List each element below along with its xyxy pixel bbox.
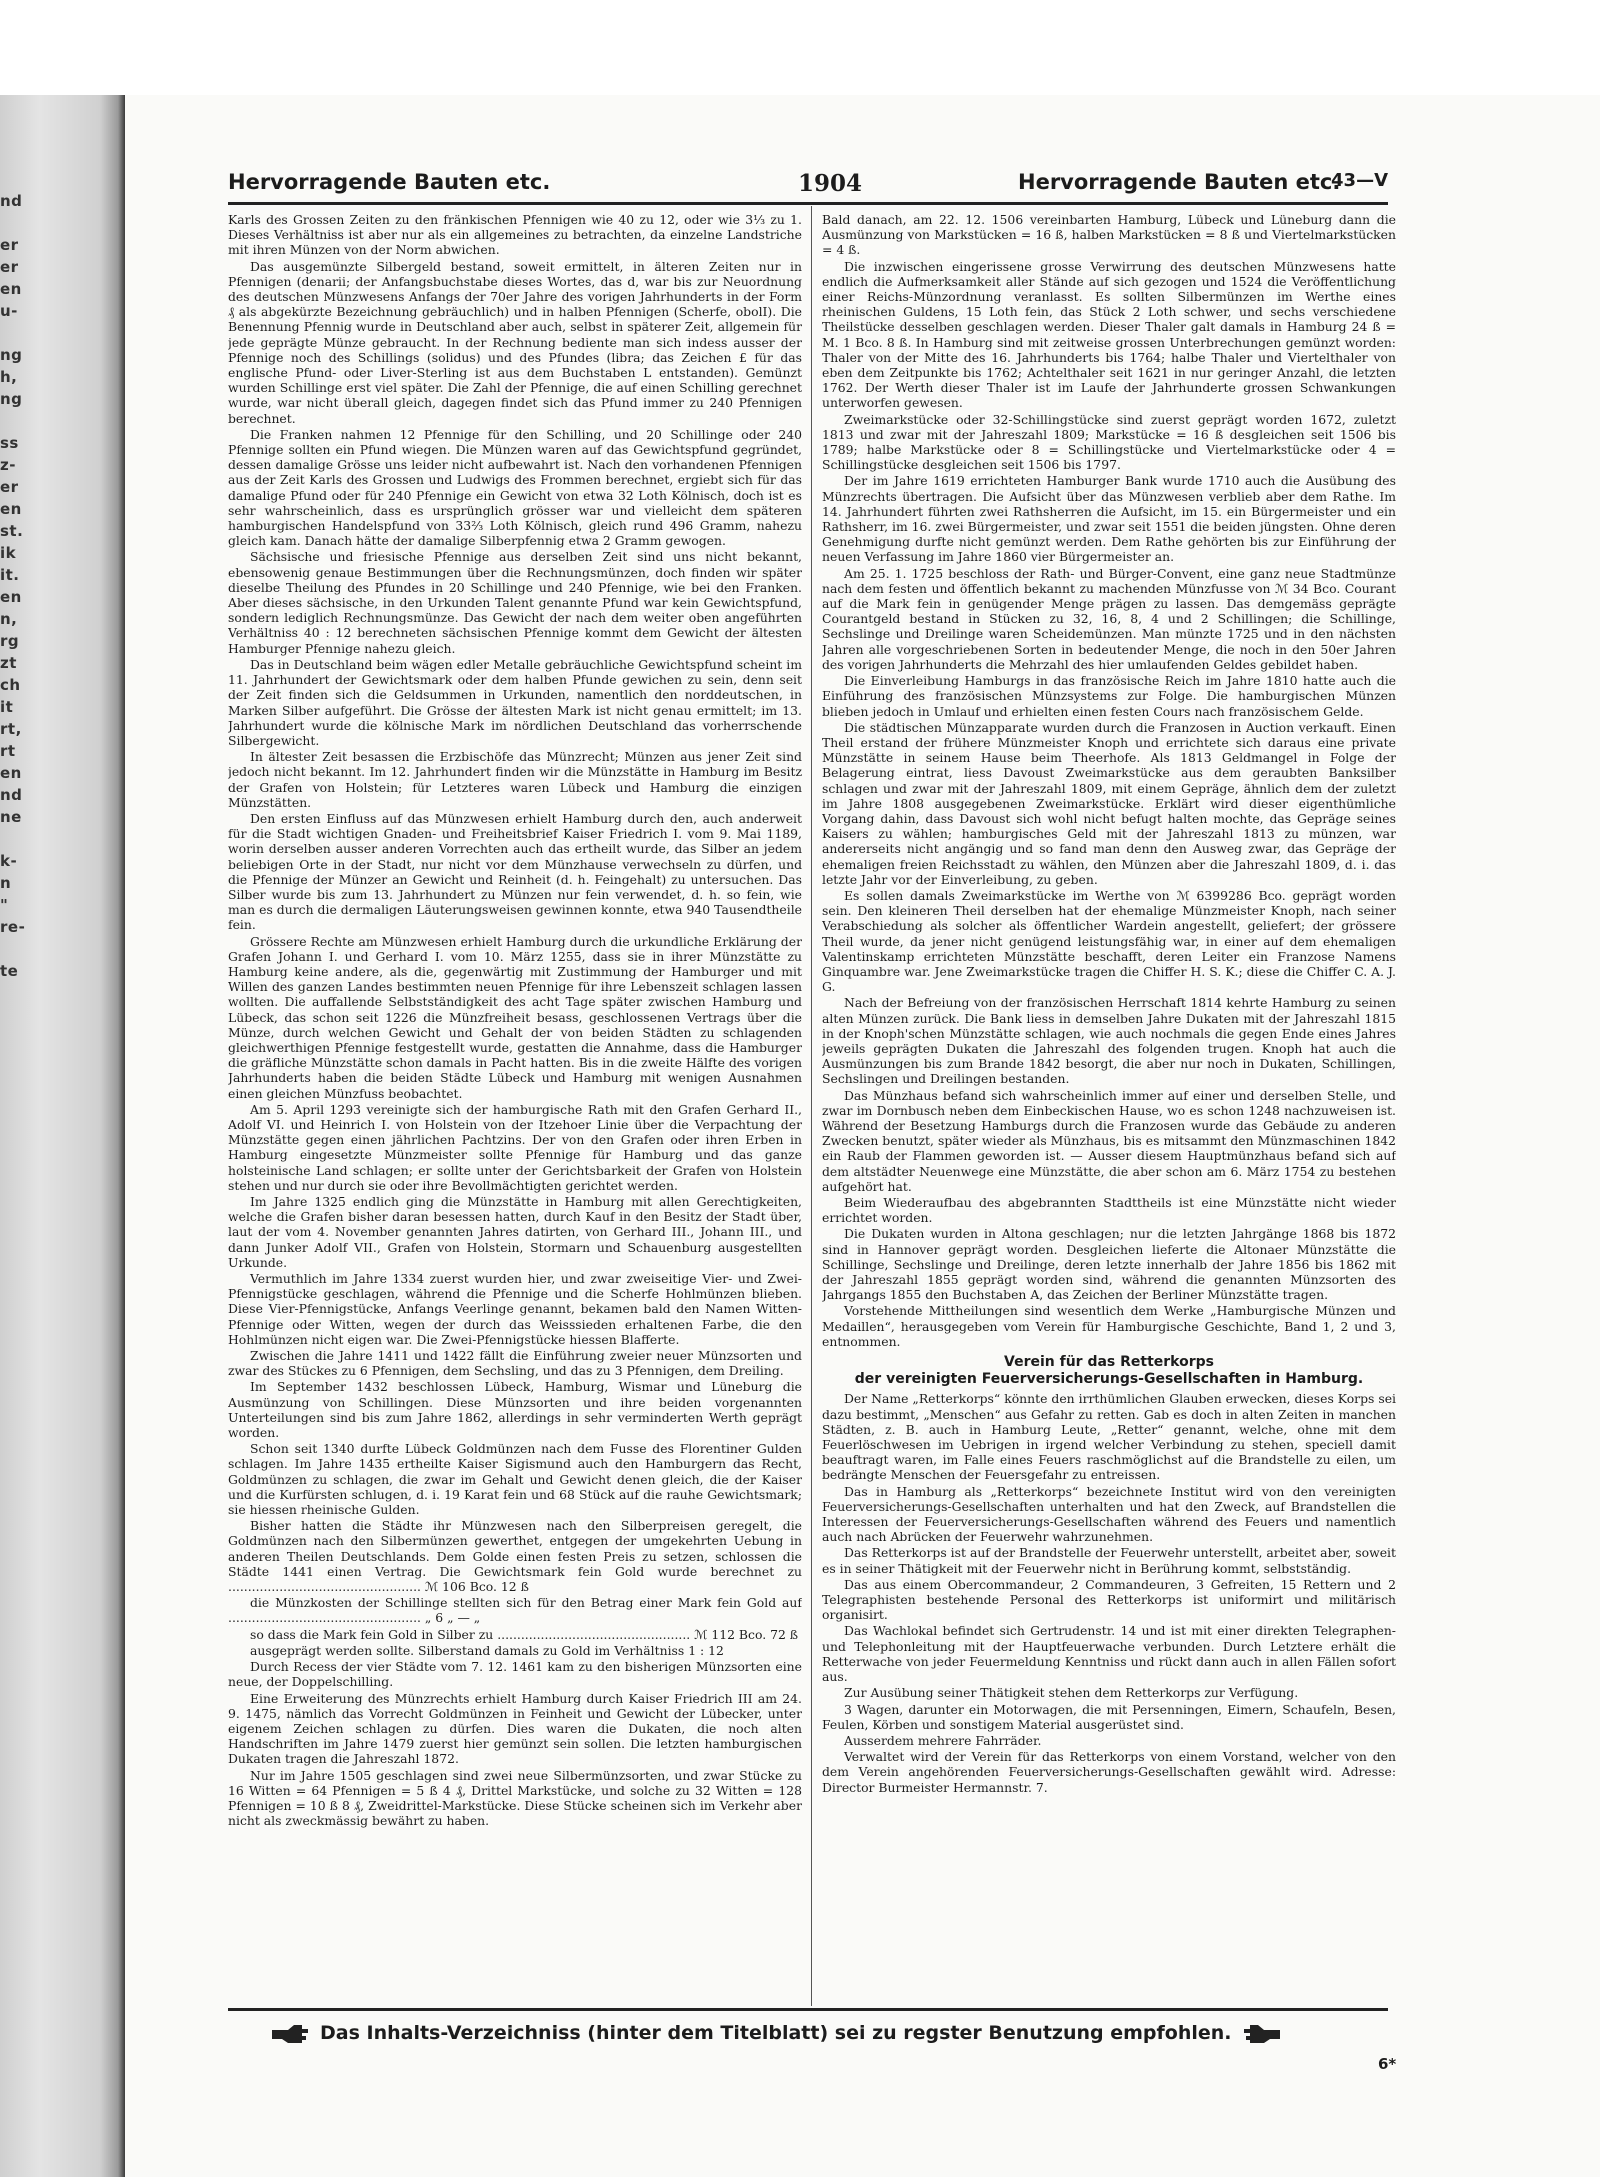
paragraph: Verwaltet wird der Verein für das Retterkorps von einem Vorstand, welcher von den dem Verein angehörenden Feuerversicherungs-Gesellschaften gewählt wird. Adresse: Director Burmeister Hermannstr. 7. [822,1749,1396,1795]
column-divider [811,206,812,2006]
pointing-hand-left-icon [1242,2022,1282,2044]
header-rule [228,202,1388,205]
header-page-number: 43—V [1331,170,1388,191]
paragraph: Am 25. 1. 1725 beschloss der Rath- und Bürger-Convent, eine ganz neue Stadtmünze nach dem festen und öffentlich bekannt zu machenden Münzfusse von ℳ 34 Bco. Courant auf die Mark fein in genügender Menge prägen zu lassen. Das demgemäss geprägte Courantgeld bestand in Stücken zu 32, 16, 8, 4 und 2 Schillingen; die Schillinge, Sechslinge und Dreilinge waren Scheidemünzen. Man münzte 1725 und in den nächsten Jahren alle vorgeschriebenen Sorten in bedeutender Menge, die noch in den 50er Jahren des vorigen Jahrhunderts die Mehrzahl des hier umlaufenden Geldes gebildet haben. [822,565,1396,672]
footer-notice-text: Das Inhalts-Verzeichniss (hinter dem Titelblatt) sei zu regster Benutzung empfohlen. [320,2022,1232,2044]
paragraph: Das Retterkorps ist auf der Brandstelle der Feuerwehr unterstellt, arbeitet aber, soweit es in seiner Thätigkeit mit der Feuerwehr nicht in Berührung kommt, selbstständig. [822,1545,1396,1576]
paragraph: Das in Hamburg als „Retterkorps“ bezeichnete Institut wird von den vereinigten Feuerversicherungs-Gesellschaften unterhalten und hat den Zweck, auf Brandstellen die Interessen der Feuerversicherungs-Gesellschaften während des Feuers und namentlich auch nach Abrücken der Feuerwehr wahrzunehmen. [822,1483,1396,1545]
footer-page-mark: 6* [1378,2055,1397,2073]
header-year: 1904 [798,170,863,197]
paragraph: Zweimarkstücke oder 32-Schillingstücke sind zuerst geprägt worden 1672, zuletzt 1813 und zwar mit der Jahreszahl 1809; Markstücke = 16 ß desgleichen seit 1506 bis 1789; halbe Markstücke oder 8 = Schillingstücke und Viertelmarkstücke oder 4 = Schillingstücke desgleichen seit 1506 bis 1797. [822,411,1396,473]
paragraph: Zur Ausübung seiner Thätigkeit stehen dem Retterkorps zur Verfügung. [844,1685,1299,1701]
paragraph: 3 Wagen, darunter ein Motorwagen, die mit Persenningen, Eimern, Schaufeln, Besen, Feulen, Körben und sonstigem Material ausgerüstet sind. [822,1701,1396,1732]
paragraph: Die Einverleibung Hamburgs in das französische Reich im Jahre 1810 hatte auch die Einführung des französischen Münzsystems zur Folge. Die hamburgischen Münzen blieben jedoch in Umlauf und erhielten einen festen Cours nach französischem Gelde. [822,673,1396,719]
paragraph: Bald danach, am 22. 12. 1506 vereinbarten Hamburg, Lübeck und Lüneburg dann die Ausmünzung von Markstücken = 16 ß, halben Markstücken = 8 ß und Viertelmarkstücken = 4 ß. [822,212,1396,258]
paragraph: Durch Recess der vier Städte vom 7. 12. 1461 kam zu den bisherigen Münzsorten eine neue, der Doppelschilling. [228,1659,802,1690]
paragraph: Bisher hatten die Städte ihr Münzwesen nach den Silberpreisen geregelt, die Goldmünzen nach den Silbermünzen gewerthet, entgegen der umgekehrten Uebung in anderen Theilen Deutschlands. Dem Golde einen festen Preis zu setzen, schlossen die Städte 1441 einen Vertrag. Die Gewichtsmark fein Gold wurde berechnet zu ................................................. ℳ 106 Bco. 12 ß [228,1518,802,1595]
paragraph: Sächsische und friesische Pfennige aus derselben Zeit sind uns nicht bekannt, ebensowenig genaue Bestimmungen über die Rechnungsmünzen, doch finden wir später dieselbe Theilung des Pfundes in 20 Schillinge und 240 Pfennige, wie bei den Franken. Aber dieses sächsische, in den Urkunden Talent genannte Pfund war kein Gewichtspfund, sondern lediglich Rechnungsmünze. Das Gewicht der nach dem weiter oben angeführten Verhältniss 40 : 12 berechneten sächsischen Pfennige kommt dem Gewicht der ältesten Hamburger Pfennige nahezu gleich. [228,549,802,656]
paragraph: Im September 1432 beschlossen Lübeck, Hamburg, Wismar und Lüneburg die Ausmünzung von Schillingen. Diese Münzsorten und ihre beiden vorgenannten Unterteilungen sind bis zum Jahre 1862, allerdings in sehr verminderten Werth geprägt worden. [228,1379,802,1441]
paragraph: Karls des Grossen Zeiten zu den fränkischen Pfennigen wie 40 zu 12, oder wie 3⅓ zu 1. Dieses Verhältniss ist aber nur als ein allgemeines zu betrachten, da einzelne Landstriche mit ihren Münzen von der Norm abwichen. [228,212,802,258]
left-column [228,212,802,2002]
paragraph: die Münzkosten der Schillinge stellten sich für den Betrag einer Mark fein Gold auf ................................................. „ 6 „ — „ [228,1595,802,1626]
page-header [228,170,1388,197]
paragraph: Das Münzhaus befand sich wahrscheinlich immer auf einer und derselben Stelle, und zwar im Dornbusch neben dem Einbeckischen Hause, wo es schon 1248 nachzuweisen ist. Während der Besetzung Hamburgs durch die Franzosen wurde das Gebäude zu anderen Zwecken benutzt, später wieder als Münzhaus, bis es mitsammt den Münzmaschinen 1842 ein Raub der Flammen geworden ist. — Ausser diesem Hauptmünzhaus befand sich auf dem altstädter Neuenwege eine Münzstätte, die aber schon am 6. März 1754 zu bestehen aufgehört hat. [822,1087,1396,1194]
paragraph: Grössere Rechte am Münzwesen erhielt Hamburg durch die urkundliche Erklärung der Grafen Johann I. und Gerhard I. vom 10. März 1255, dass sie in ihrer Münzstätte zu Hamburg keine andere, als die, gegenwärtig mit Zustimmung der Hamburger und mit Willen des ganzen Landes bestimmten neuen Pfennige für ihre Lebenszeit schlagen lassen wollten. Die auffallende Selbstständigkeit des acht Tage später zwischen Hamburg und Lübeck, das schon seit 1226 die Münzfreiheit besass, geschlossenen Vertrags über die Münze, durch welchen Gewicht und Gehalt der von beiden Städten zu schlagenden gleichwerthigen Pfennige festgestellt wurde, gestatten die Annahme, dass die Hamburger die gräfliche Münzstätte schon damals in Pacht hatten. Bis in die zweite Hälfte des vorigen Jahrhunderts haben die beiden Städte Lübeck und Hamburg mit wenigen Ausnahmen einen gleichen Münzfuss beobachtet. [228,933,802,1101]
header-left-title: Hervorragende Bauten etc. [228,170,551,194]
paragraph: so dass die Mark fein Gold in Silber zu ................................................. ℳ 112 Bco. 72 ß [250,1626,799,1642]
footer-rule [228,2008,1388,2011]
paragraph: Es sollen damals Zweimarkstücke im Werthe von ℳ 6399286 Bco. geprägt worden sein. Den kleineren Theil derselben hat der ehemalige Münzmeister Knoph, nach seiner Verabschiedung als solcher als öffentlicher Wardein angestellt, geliefert; der grössere Theil wurde, da jener nicht genügend leistungsfähig war, in einer auf dem ehemaligen Valentinskamp errichteten Münzstätte beschafft, deren Leiter ein Franzose Namens Ginquambre war. Jene Zweimarkstücke tragen die Chiffer H. S. K.; diese die Chiffer C. A. J. G. [822,887,1396,995]
paragraph: Schon seit 1340 durfte Lübeck Goldmünzen nach dem Fusse des Florentiner Gulden schlagen. Im Jahre 1435 ertheilte Kaiser Sigismund auch den Hamburgern das Recht, Goldmünzen zu schlagen, die zwar im Gehalt und Gewicht denen gleich, die der Kaiser und die Kurfürsten schlugen, d. i. 19 Karat fein und 68 Stück auf die rauhe Gewichtsmark; sie hiessen rheinische Gulden. [228,1441,802,1518]
paragraph: Vermuthlich im Jahre 1334 zuerst wurden hier, und zwar zweiseitige Vier- und Zwei-Pfennigstücke geschlagen, während die Pfennige und die Scherfe Hohlmünzen blieben. Diese Vier-Pfennigstücke, Anfangs Veerlinge genannt, bekamen bald den Namen Witten-Pfennige oder Witten, wegen der durch das Weisssieden erhaltenen Farbe, die den Hohlmünzen nicht eigen war. Die Zwei-Pfennigstücke hiessen Blafferte. [228,1271,802,1347]
right-column [822,212,1396,2002]
paragraph: In ältester Zeit besassen die Erzbischöfe das Münzrecht; Münzen aus jener Zeit sind jedoch nicht bekannt. Im 12. Jahrhundert finden wir die Münzstätte in Hamburg im Besitz der Grafen von Holstein; für Letzteres waren Lübeck und Hamburg die einzigen Münzstätten. [228,749,802,810]
paragraph: Ausserdem mehrere Fahrräder. [844,1732,1042,1748]
paragraph: Der Name „Retterkorps“ könnte den irrthümlichen Glauben erwecken, dieses Korps sei dazu bestimmt, „Menschen“ aus Gefahr zu retten. Gab es doch in alten Zeiten in manchen Städten, z. B. auch in Hamburg Leute, „Retter“ genannt, welche, ohne mit dem Feuerlöschwesen im Uebrigen in irgend welcher Verbindung zu stehen, speciell damit beauftragt waren, im Falle eines Feuers raschmöglichst auf die Brandstelle zu eilen, um bedrängte Menschen der Feuersgefahr zu entreissen. [822,1391,1396,1483]
paragraph: Der im Jahre 1619 errichteten Hamburger Bank wurde 1710 auch die Ausübung des Münzrechts übertragen. Die Aufsicht über das Münzwesen verblieb aber dem Rathe. Im 14. Jahrhundert führten zwei Rathsherren die Aufsicht, im 15. ein Bürgermeister und ein Rathsherr, im 16. zwei Bürgermeister, und zwar seit 1551 die beiden jüngsten. Ohne deren Genehmigung durfte nicht gemünzt werden. Dem Rathe gehörten bis zur Einführung der neuen Verfassung im Jahre 1860 vier Bürgermeister an. [822,473,1396,565]
paragraph: Die städtischen Münzapparate wurden durch die Franzosen in Auction verkauft. Einen Theil erstand der frühere Münzmeister Knoph und errichtete sich daraus eine private Münzstätte in seinem Hause beim Theerhofe. Als 1813 Geldmangel in Folge der Belagerung eintrat, liess Davoust Zweimarkstücke aus dem geraubten Banksilber schlagen und zwar mit der Jahreszahl 1809, mit einem Gepräge, ähnlich dem der zuletzt im Jahre 1808 ausgegebenen Zweimarkstücke. Erklärt wird dieser eigenthümliche Vorgang dahin, dass Davoust sich wohl nicht befugt halten mochte, das Gepräge seines Kaisers zu wählen; hamburgisches Geld mit der Jahreszahl 1813 zu münzen, war andererseits nicht angängig und so fand man denn den Ausweg zwar, das Gepräge der ehemaligen freien Reichsstadt zu wählen, den Münzen aber die Jahreszahl 1809, d. i. das letzte Jahr vor der Einverleibung, zu geben. [822,719,1396,887]
paragraph: ausgeprägt werden sollte. Silberstand damals zu Gold im Verhältniss 1 : 12 [250,1642,724,1658]
paragraph: Beim Wiederaufbau des abgebrannten Stadttheils ist eine Münzstätte nicht wieder errichtet worden. [822,1195,1396,1226]
pointing-hand-icon [270,2022,310,2044]
paragraph: Im Jahre 1325 endlich ging die Münzstätte in Hamburg mit allen Gerechtigkeiten, welche die Grafen bisher daran besessen hatten, durch Kauf in den Besitz der Stadt über, laut der vom 4. November genannten Jahres datirten, von Gerhard III., Johann III., und dann Junker Adolf VII., Grafen von Holstein, Stormarn und Schauenburg ausgestellten Urkunde. [228,1194,802,1270]
section-title: Verein für das Retterkorps [1004,1354,1214,1371]
paragraph: Zwischen die Jahre 1411 und 1422 fällt die Einführung zweier neuer Münzsorten und zwar des Stückes zu 6 Pfennigen, dem Sechsling, und das zu 3 Pfennigen, dem Dreiling. [228,1348,802,1379]
paragraph: Die Dukaten wurden in Altona geschlagen; nur die letzten Jahrgänge 1868 bis 1872 sind in Hannover geprägt worden. Desgleichen lieferte die Altonaer Münzstätte die Schillinge, Sechslinge und Dreilinge, deren letzte innerhalb der Jahre 1856 bis 1862 mit der Jahreszahl 1855 geprägt worden sind, während die genannten Münzsorten des Jahrgangs 1855 den Buchstaben A, das Zeichen der Berliner Münzstätte tragen. [822,1226,1396,1303]
footer-notice [270,2018,1370,2048]
paragraph: Nach der Befreiung von der französischen Herrschaft 1814 kehrte Hamburg zu seinen alten Münzen zurück. Die Bank liess in demselben Jahre Dukaten mit der Jahreszahl 1815 in der Knoph'schen Münzstätte schlagen, wie auch nochmals die gegen Ende eines Jahres jeweils geprägten Dukaten die Jahreszahl des folgenden trugen. Knoph hat auch die Ausmünzungen bis zum Brande 1842 besorgt, die aber nur noch in Dukaten, Schillingen, Sechslingen und Dreilingen bestanden. [822,995,1396,1087]
paragraph: Nur im Jahre 1505 geschlagen sind zwei neue Silbermünzsorten, und zwar Stücke zu 16 Witten = 64 Pfennigen = 5 ß 4 ₰, Drittel Markstücke, und solche zu 32 Witten = 128 Pfennigen = 10 ß 8 ₰, Zweidrittel-Markstücke. Diese Stücke scheinen sich im Verkehr aber nicht als zweckmässig bewährt zu haben. [228,1767,802,1829]
header-right-title: Hervorragende Bauten etc. [1018,170,1341,194]
paragraph: Die inzwischen eingerissene grosse Verwirrung des deutschen Münzwesens hatte endlich die Aufmerksamkeit aller Stände auf sich gezogen und 1524 die Veröffentlichung einer Reichs-Münzordnung veranlasst. Es sollten Silbermünzen im Werthe eines rheinischen Guldens, 15 Loth fein, das Stück 2 Loth schwer, und sechs verschiedene Theilstücke desselben geschlagen werden. Dieser Thaler galt damals in Hamburg 24 ß = M. 1 Bco. 8 ß. In Hamburg sind mit zeitweise grossen Unterbrechungen gemünzt worden: Thaler von der Mitte des 16. Jahrhunderts bis 1764; halbe Thaler und Viertelthaler von eben dem Zeitpunkte bis 1762; Achtelthaler seit 1621 in nur geringer Anzahl, die letzten 1762. Der Werth dieser Thaler ist im Laufe der Jahrhunderte grossen Schwankungen unterworfen gewesen. [822,258,1396,411]
paragraph: Das Wachlokal befindet sich Gertrudenstr. 14 und ist mit einer direkten Telegraphen- und Telephonleitung mit der Hauptfeuerwache verbunden. Durch Letztere erhält die Retterwache von jeder Feuermeldung Kenntniss und rückt dann auch in allen Fällen sofort aus. [822,1623,1396,1685]
previous-page-fragments: nd er er en u- ng h, ng ss z- er en st. ik it. en n, rg zt ch it rt, rt en nd ne k- n " re- te [0,192,26,980]
section-subtitle: der vereinigten Feuerversicherungs-Gesellschaften in Hamburg. [854,1371,1364,1388]
paragraph: Vorstehende Mittheilungen sind wesentlich dem Werke „Hamburgische Münzen und Medaillen“, herausgegeben vom Verein für Hamburgische Geschichte, Band 1, 2 und 3, entnommen. [822,1303,1396,1349]
paragraph: Das ausgemünzte Silbergeld bestand, soweit ermittelt, in älteren Zeiten nur in Pfennigen (denarii; der Anfangsbuchstabe dieses Wortes, das d, war bis zur Neuordnung des deutschen Münzwesens Anfangs der 70er Jahre des vorigen Jahrhunderts in der Form ₰ als abgekürzte Bezeichnung gebräuchlich) und in halben Pfennigen (Scherfe, obolI). Die Benennung Pfennig wurde in Deutschland aber auch, selbst in späterer Zeit, allgemein für jede geprägte Münze gebraucht. In der Rechnung bediente man sich indess ausser der Pfennige noch des Schillings (solidus) und des Pfundes (libra; das Zeichen £ für das englische Pfund- oder Liver-Sterling ist aus dem Buchstaben L entstanden). Gemünzt wurden Schillinge erst viel später. Die Zahl der Pfennige, die auf einen Schilling gerechnet wurde, war nicht überall gleich, dagegen findet sich das Pfund immer zu 240 Pfennigen berechnet. [228,258,802,426]
paragraph: Eine Erweiterung des Münzrechts erhielt Hamburg durch Kaiser Friedrich III am 24. 9. 1475, nämlich das Vorrecht Goldmünzen in Feinheit und Gewicht der Lübecker, unter eigenem Zeichen schlagen zu dürfen. Dies waren die Dukaten, die noch alten Handschriften im Jahre 1479 zuerst hier gemünzt sein sollen. Die letzten hamburgischen Dukaten tragen die Jahreszahl 1872. [228,1690,802,1767]
paragraph: Das in Deutschland beim wägen edler Metalle gebräuchliche Gewichtspfund scheint im 11. Jahrhundert der Gewichtsmark oder dem halben Pfunde gewichen zu sein, denn seit der Zeit finden sich die Geldsummen in Urkunden, namentlich den norddeutschen, in Marken Silber aufgeführt. Die Grösse der ältesten Mark ist nicht genau ermittelt; im 13. Jahrhundert wurde die kölnische Mark im nördlichen Deutschland das vorherrschende Silbergewicht. [228,656,802,748]
paragraph: Am 5. April 1293 vereinigte sich der hamburgische Rath mit den Grafen Gerhard II., Adolf VI. und Heinrich I. von Holstein von der Itzehoer Linie über die Verpachtung der Münzstätte gegen einen jährlichen Pachtzins. Der von den Grafen oder ihren Erben in Hamburg eingesetzte Münzmeister sollte Pfennige für Hamburg und das ganze holsteinische Land schlagen; er sollte unter der Gerichtsbarkeit der Grafen von Holstein stehen und nur durch sie oder ihre Bevollmächtigten gerichtet werden. [228,1101,802,1193]
paragraph: Den ersten Einfluss auf das Münzwesen erhielt Hamburg durch den, auch anderweit für die Stadt wichtigen Gnaden- und Freiheitsbrief Kaiser Friedrich I. vom 9. Mai 1189, worin derselben ausser anderen Vorrechten auch das ertheilt wurde, das Silber an jedem beliebigen Orte in der Stadt, nur nicht vor dem Münzhause verwechseln zu dürfen, und die Pfennige der Münzer an Gewicht und Reinheit (d. h. Feingehalt) zu untersuchen. Das Silber wurde bis zum 13. Jahrhundert zu Münzen nur fein verwendet, d. h. so fein, wie man es durch die dermaligen Läuterungsweisen gewinnen konnte, etwa 940 Tausendtheile fein. [228,810,802,933]
paragraph: Die Franken nahmen 12 Pfennige für den Schilling, und 20 Schillinge oder 240 Pfennige sollten ein Pfund wiegen. Die Münzen waren auf das Gewichtspfund gegründet, dessen damalige Grösse uns leider nicht aufbewahrt ist. Nach den vorhandenen Pfennigen aus der Zeit Karls des Grossen und Ludwigs des Frommen berechnet, ergiebt sich für das damalige Pfund oder für 240 Pfennige ein Gewicht von etwa 32 Loth Kölnisch, doch ist es sehr wahrscheinlich, dass es ursprünglich grösser war und vielleicht dem späteren hamburgischen Handelspfund von 33⅔ Loth Kölnisch, gleich rund 496 Gramm, nahezu gleich kam. Danach hätte der damalige Silberpfennig etwa 2 Gramm gewogen. [228,426,802,549]
paragraph: Das aus einem Obercommandeur, 2 Commandeuren, 3 Gefreiten, 15 Rettern und 2 Telegraphisten bestehende Personal des Retterkorps ist uniformirt und militärisch organisirt. [822,1576,1396,1623]
